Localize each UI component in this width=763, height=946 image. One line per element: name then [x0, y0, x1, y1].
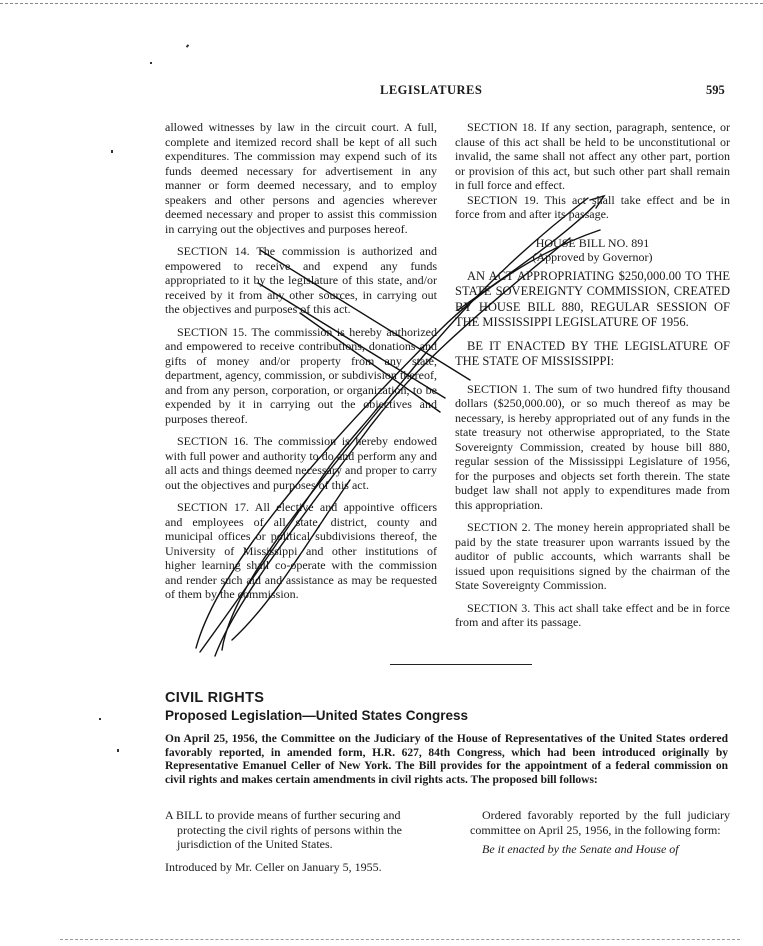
section-19: SECTION 19. This act shall take effect and be in force from and after its passage. [455, 192, 730, 221]
bill-left-column [165, 808, 440, 874]
paragraph: allowed witnesses by law in the circuit court. A full, complete and itemized record shall be kept of all such expenditures. The commission may expend such of its funds deemed necessary for advertisement in any manner or form deemed necessary, and to employ speakers and other persons and agencies wherever deemed necessary and proper to assist this commission in carrying out the objectives and purposes hereof. [165, 120, 437, 236]
scan-speck [186, 44, 189, 48]
section-14: SECTION 14. The commission is authorized and empowered to receive and expend any funds appropriated to it by the legislature of this state, and/or received by it from any other sources, in carrying out the objectives and purposes of this act. [165, 244, 437, 316]
page-number: 595 [706, 83, 725, 97]
bill-section-3: SECTION 3. This act shall take effect and be in force from and after its passage. [455, 600, 730, 629]
section-15: SECTION 15. The commission is hereby authorized and empowered to receive contributions, donations and gifts of money and/or property from any state, department, agency, commission, or subdivision thereof, and from any person, corporation, or organization, to be expended by it in carrying out the objectives and purposes thereof. [165, 324, 437, 426]
scan-speck [150, 62, 152, 64]
bill-section-2: SECTION 2. The money herein appropriated shall be paid by the state treasurer upon warrants issued by the auditor of public accounts, which warrants shall be issued upon requisitions signed by the chairman of the State Sovereignty Commission. [455, 520, 730, 592]
bill-approved: (Approved by Governor) [532, 250, 653, 264]
bill-description: A BILL to provide means of further securing and protecting the civil rights of persons within the jurisdiction of the United States. [165, 808, 402, 851]
introduced-line: Introduced by Mr. Celler on January 5, 1955. [165, 859, 382, 874]
running-header: LEGISLATURES [380, 83, 483, 97]
section-18: SECTION 18. If any section, paragraph, sentence, or clause of this act shall be held to be unconstitutional or invalid, the same shall not affect any other part, portion or provision of this act, but such other part shall remain in full force and effect. [455, 120, 730, 192]
scan-speck [111, 150, 113, 153]
bill-right-column [470, 808, 730, 862]
section-divider [390, 664, 532, 665]
left-column [165, 120, 437, 610]
bill-title: HOUSE BILL NO. 891 [535, 235, 650, 250]
scan-top-edge [0, 3, 763, 4]
scan-bottom-edge [60, 939, 740, 940]
bill-caption: AN ACT APPROPRIATING $250,000.00 TO THE STATE SOVEREIGNTY COMMISSION, CREATED BY HOUSE BILL 880, REGULAR SESSION OF THE MISSISSIPPI LEGISLATURE OF 1956. [455, 268, 730, 329]
right-column [455, 120, 730, 638]
ordered-line: Ordered favorably reported by the full judiciary committee on April 25, 1956, in the following form: [470, 808, 730, 837]
enacting-clause: BE IT ENACTED BY THE LEGISLATURE OF THE STATE OF MISSISSIPPI: [455, 338, 730, 368]
civil-rights-subheading: Proposed Legislation—United States Congress [165, 708, 469, 723]
bill-section-1: SECTION 1. The sum of two hundred fifty thousand dollars ($250,000.00), or so much thereof as may be necessary, is hereby appropriated out of any funds in the state treasury not otherwise appropriated, to the State Sovereignty Commission, created by house bill 880, regular session of the Mississippi Legislature of 1956, for the purposes and objects set forth therein. The state budget law shall not apply to expenditures made from this appropriation. [455, 381, 730, 512]
civil-rights-intro: On April 25, 1956, the Committee on the Judiciary of the House of Representatives of the United States ordered favorably reported, in amended form, H.R. 627, 84th Congress, which had been introduced originally by Representative Emanuel Celler of New York. The Bill provides for the appointment of a federal commission on civil rights and makes certain amendments in civil rights acts. The proposed bill follows: [165, 733, 728, 786]
scan-speck [117, 749, 119, 752]
section-16: SECTION 16. The commission is hereby endowed with full power and authority to do and perform any and all acts and things deemed necessary and proper to carry out the objectives and purposes of this act. [165, 434, 437, 492]
civil-rights-heading: CIVIL RIGHTS [165, 690, 265, 706]
scan-speck [99, 718, 101, 720]
section-17: SECTION 17. All elective and appointive officers and employees of all state, district, county and municipal offices or political subdivisions thereof, the University of Mississippi and other institutions of higher learning shall co-operate with the commission and render such aid and assistance as may be requested of them by the commission. [165, 500, 437, 601]
enacting-start: Be it enacted by the Senate and House of [482, 842, 679, 856]
